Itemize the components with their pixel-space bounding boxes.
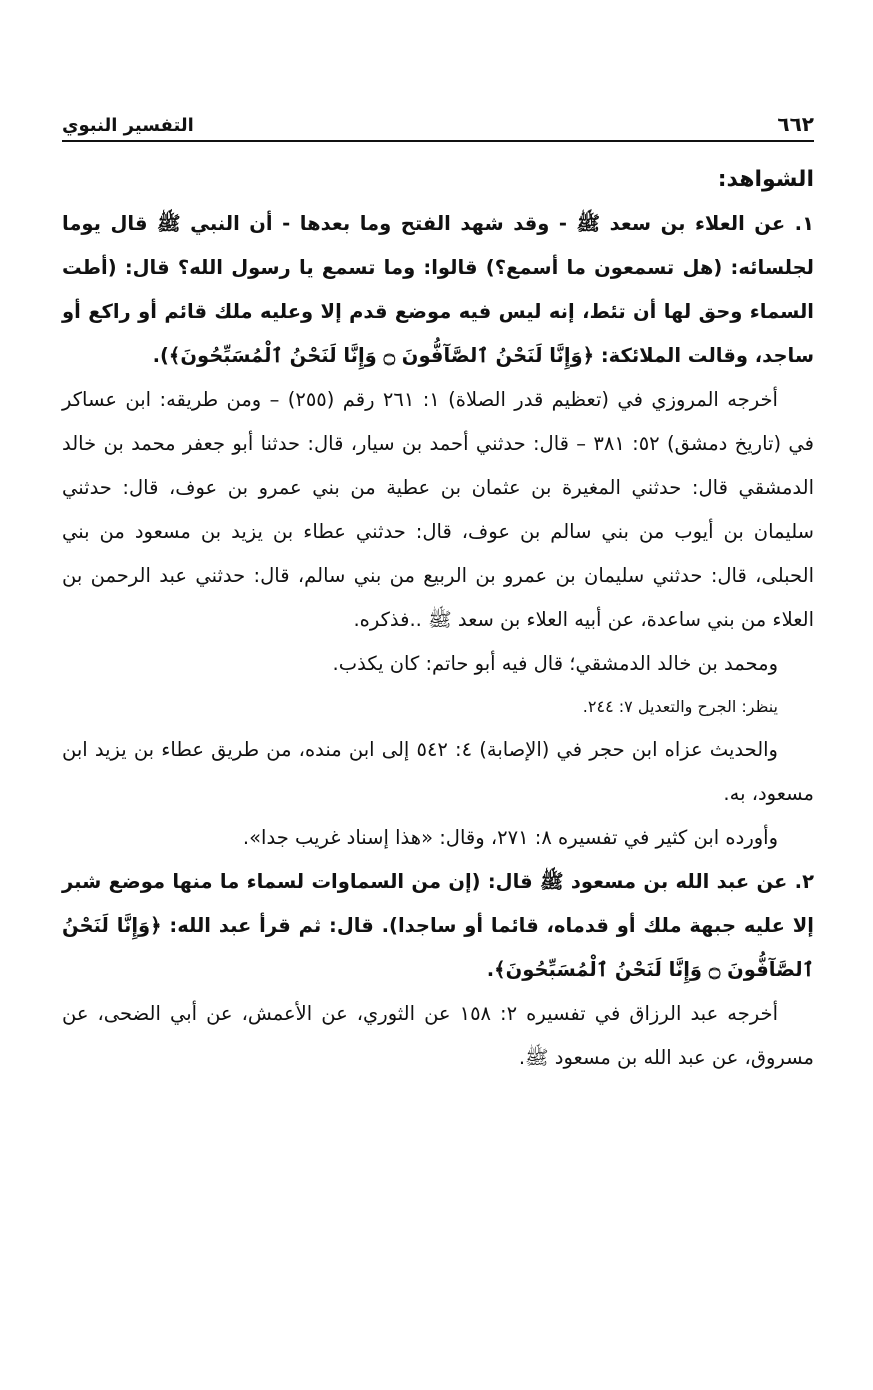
section-heading: الشواهد: [717,167,814,192]
isabah-note: والحديث عزاه ابن حجر في (الإصابة) ٤: ٥٤٢ إلى ابن منده، من طريق عطاء بن يزيد ابن مسعود، به. [62,738,814,805]
book-title: التفسير النبوي [62,115,194,136]
ibn-kathir-note: وأورده ابن كثير في تفسيره ٨: ٢٧١، وقال: «هذا إسناد غريب جدا». [242,826,778,849]
takhrij-1: أخرجه المروزي في (تعظيم قدر الصلاة) ١: ٢٦١ رقم (٢٥٥) – ومن طريقه: ابن عساكر في (تاريخ دمشق) ٥٢: ٣٨١ – قال: حدثني أحمد بن سيار، قال: حدثنا أبو جعفر محمد بن خالد الدمشقي قال: حدثني المغيرة بن عثمان بن عطية من بني عمرو بن عوف، قال: حدثني سليمان بن أيوب من بني سالم بن عوف، قال: حدثني عطاء بن يزيد بن مسعود من بني الحبلى، قال: حدثني سليمان بن عمرو بن الربيع من بني سالم، قال: حدثني عبد الرحمن بن العلاء من بني ساعدة، عن أبيه العلاء بن سعد ﷺ ..فذكره. [62,388,814,631]
takhrij-2: أخرجه عبد الرزاق في تفسيره ٢: ١٥٨ عن الثوري، عن الأعمش، عن أبي الضحى، عن مسروق، عن عبد الله بن مسعود ﷺ. [62,1002,814,1069]
reference-note: ينظر: الجرح والتعديل ٧: ٢٤٤. [582,697,778,716]
running-header [62,106,814,142]
page-number: ٦٦٢ [777,112,814,136]
hadith-1: ١. عن العلاء بن سعد ﷺ - وقد شهد الفتح وما بعدها - أن النبي ﷺ قال يوما لجلسائه: (هل تسمعون ما أسمع؟) قالوا: وما تسمع يا رسول الله؟ قال: (أطت السماء وحق لها أن تئط، إنه ليس فيه موضع قدم إلا وعليه ملك قائم أو راكع أو ساجد، وقالت الملائكة: ﴿وَإِنَّا لَنَحْنُ ٱلصَّآفُّونَ ۝ وَإِنَّا لَنَحْنُ ٱلْمُسَبِّحُونَ﴾). [62,212,814,367]
body-text [62,158,814,1080]
narrator-note: ومحمد بن خالد الدمشقي؛ قال فيه أبو حاتم: كان يكذب. [332,652,778,675]
hadith-2: ٢. عن عبد الله بن مسعود ﷺ قال: (إن من السماوات لسماء ما منها موضع شبر إلا عليه جبهة ملك أو قدماه، قائما أو ساجدا). قال: ثم قرأ عبد الله: ﴿وَإِنَّا لَنَحْنُ ٱلصَّآفُّونَ ۝ وَإِنَّا لَنَحْنُ ٱلْمُسَبِّحُونَ﴾. [62,870,814,981]
